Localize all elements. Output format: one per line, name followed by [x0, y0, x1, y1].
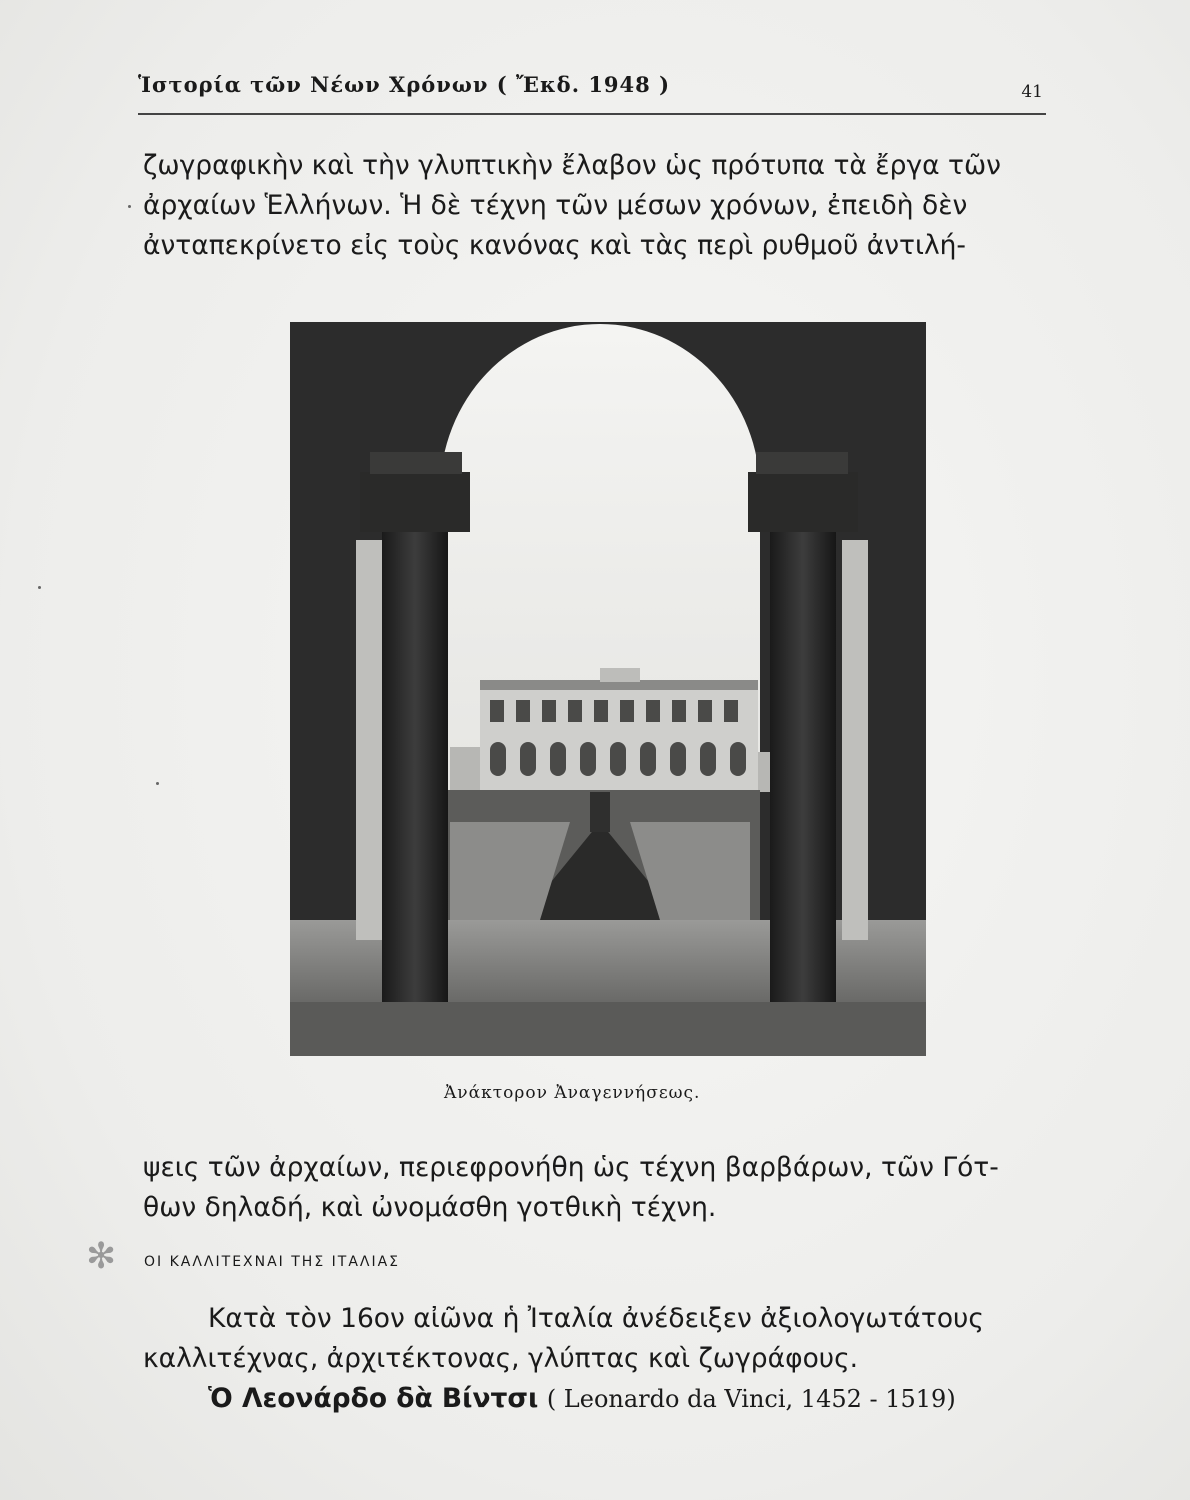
text-line: ψεις τῶν ἀρχαίων, περιεφρονήθη ὡς τέχνη βαρβάρων, τῶν Γότ-: [143, 1152, 999, 1183]
continued-paragraph: [143, 1148, 1048, 1228]
text-line: θων δηλαδή, καὶ ὠνομάσθη γοτθικὴ τέχνη.: [143, 1192, 717, 1223]
section-paragraph: [143, 1299, 1048, 1419]
name-line: [143, 1379, 1048, 1419]
speck: [128, 205, 131, 208]
running-header: [138, 72, 1043, 102]
text-line: ἀρχαίων Ἑλλήνων. Ἡ δὲ τέχνη τῶν μέσων χρόνων, ἐπειδὴ δὲν: [143, 190, 968, 221]
text-line: ἀνταπεκρίνετο εἰς τοὺς κανόνας καὶ τὰς περὶ ρυθμοῦ ἀντιλή-: [143, 230, 966, 261]
artist-name: Ὁ Λεονάρδο δὰ Βίντσι: [208, 1383, 539, 1414]
left-column: [382, 532, 448, 1002]
artist-latin-name: ( Leonardo da Vinci, 1452 - 1519): [546, 1385, 956, 1413]
section-heading: ΟΙ ΚΑΛΛΙΤΕΧΝΑΙ ΤΗΣ ΙΤΑΛΙΑΣ: [144, 1254, 401, 1270]
back-right-column: [842, 540, 868, 940]
header-rule: [138, 113, 1046, 115]
text-line: ζωγραφικὴν καὶ τὴν γλυπτικὴν ἔλαβον ὡς πρότυπα τὰ ἔργα τῶν: [143, 150, 1001, 181]
pencil-mark: ✻: [86, 1236, 117, 1277]
palace-illustration: [290, 322, 926, 1056]
text-line: Κατὰ τὸν 16ον αἰῶνα ἡ Ἰταλία ἀνέδειξεν ἀξιολογωτάτους: [208, 1303, 984, 1334]
speck: [156, 782, 159, 785]
page-number: 41: [1021, 82, 1043, 102]
back-left-column: [356, 540, 382, 940]
right-column: [770, 532, 836, 1002]
palace-photograph: [290, 322, 926, 1056]
speck: [38, 586, 41, 589]
figure-caption: Ἀνάκτορον Ἀναγεννήσεως.: [444, 1083, 701, 1103]
text-line: καλλιτέχνας, ἀρχιτέκτονας, γλύπτας καὶ ζωγράφους.: [143, 1343, 859, 1374]
intro-paragraph: [143, 146, 1048, 266]
header-title: Ἱστορία τῶν Νέων Χρόνων ( Ἔκδ. 1948 ): [138, 72, 671, 97]
